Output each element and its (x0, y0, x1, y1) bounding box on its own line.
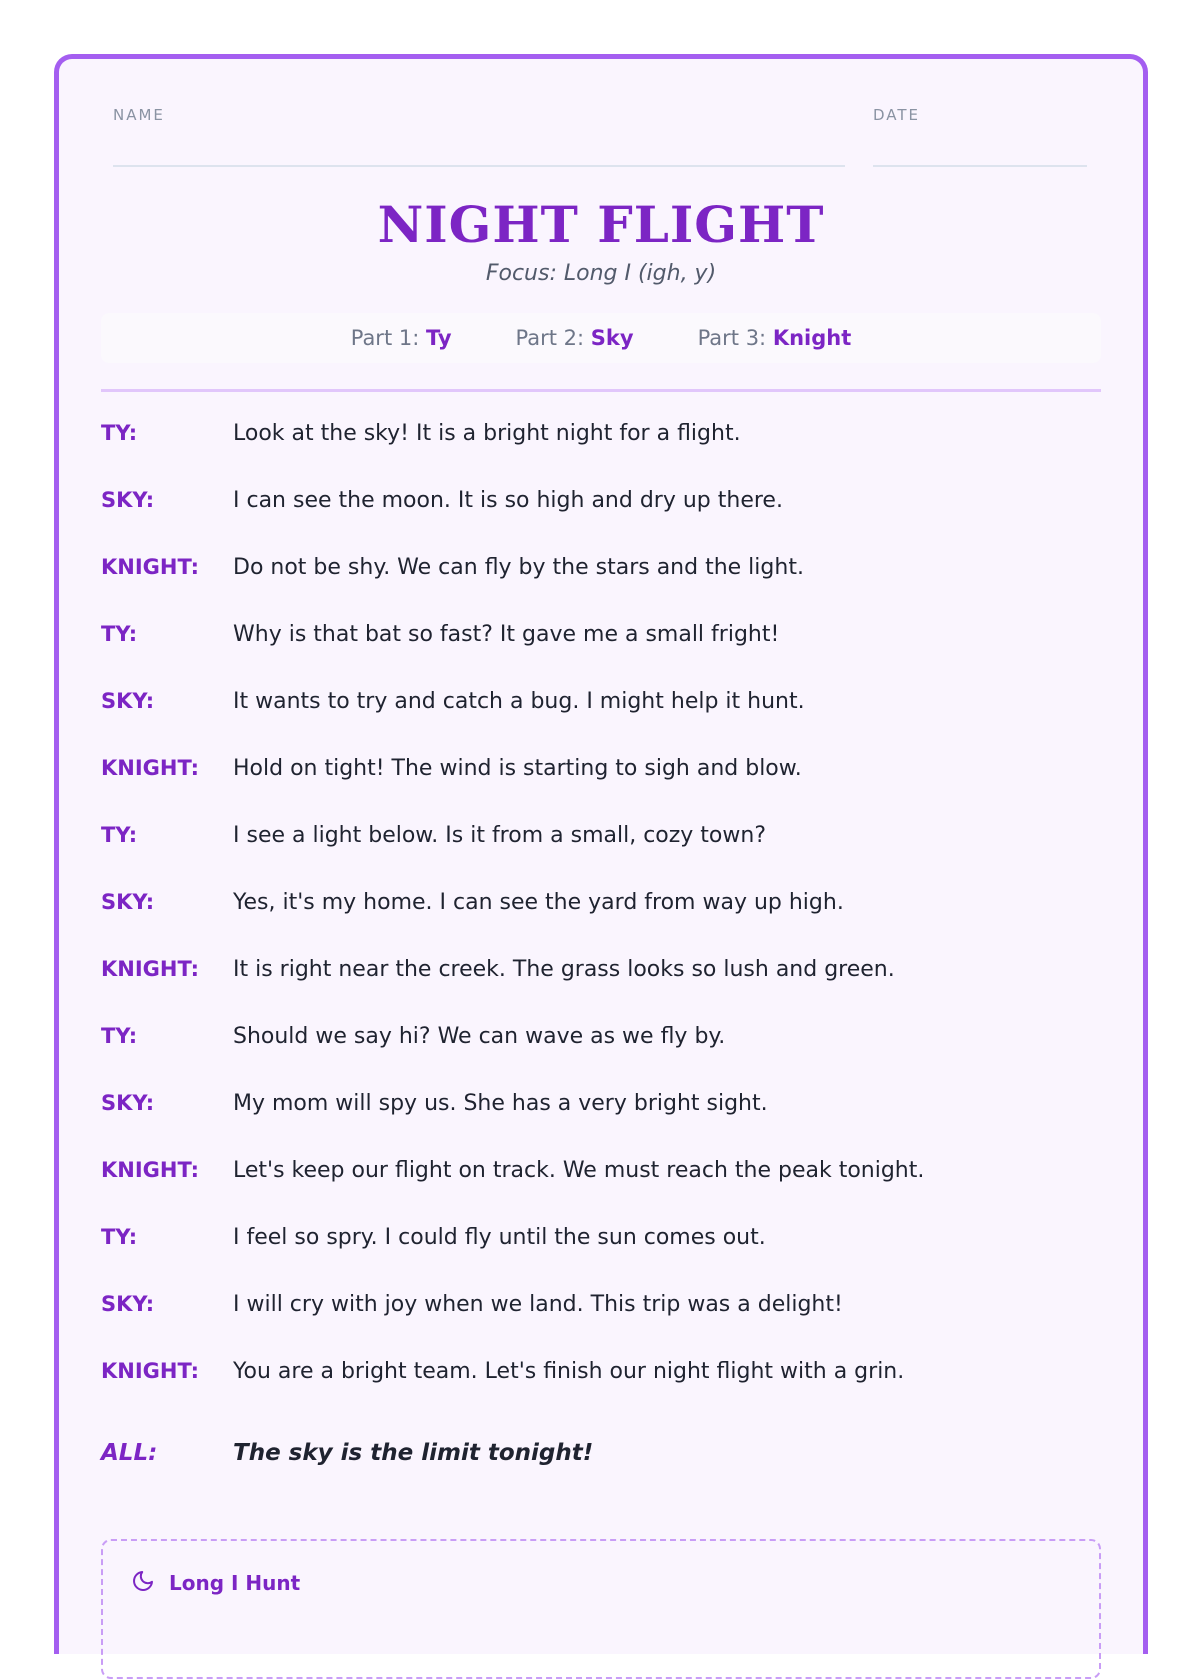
line-text: Why is that bat so fast? It gave me a small fright! (233, 622, 780, 647)
speaker-label: KNIGHT: (101, 555, 200, 579)
worksheet-card (54, 54, 1148, 1654)
speaker-label: SKY: (101, 689, 155, 713)
focus-subtitle: Focus: Long I (igh, y) (485, 261, 717, 286)
script-line (101, 421, 1101, 488)
long-i-hunt-box (101, 1539, 1101, 1679)
speaker-label: SKY: (101, 488, 155, 512)
speaker-label: SKY: (101, 1091, 155, 1115)
closing-line (101, 1440, 1101, 1507)
hunt-title: Long I Hunt (169, 1571, 301, 1595)
speaker-label: KNIGHT: (101, 1158, 200, 1182)
speaker-label: KNIGHT: (101, 957, 200, 981)
name-label: NAME (113, 106, 165, 124)
title-divider (101, 389, 1101, 392)
line-text: It is right near the creek. The grass looks so lush and green. (233, 957, 895, 982)
speaker-label: SKY: (101, 1292, 155, 1316)
script-line (101, 1225, 1101, 1292)
part-1 (351, 326, 452, 350)
script-line (101, 756, 1101, 823)
speaker-label: TY: (101, 823, 138, 847)
part-2 (516, 326, 634, 350)
speaker-label: KNIGHT: (101, 1359, 200, 1383)
line-text: You are a bright team. Let's finish our night flight with a grin. (233, 1359, 905, 1384)
line-text: I will cry with joy when we land. This trip was a delight! (233, 1292, 843, 1317)
line-text: It wants to try and catch a bug. I might help it hunt. (233, 689, 805, 714)
part-1-name: Ty (425, 326, 452, 350)
line-text: I see a light below. Is it from a small, cozy town? (233, 823, 767, 848)
closing-speaker: ALL: (101, 1440, 158, 1466)
closing-text: The sky is the limit tonight! (233, 1440, 594, 1466)
script-line (101, 1091, 1101, 1158)
script-line (101, 1024, 1101, 1091)
part-3-label: Part 3: (697, 326, 767, 350)
script-line (101, 1292, 1101, 1359)
script-line (101, 823, 1101, 890)
speaker-label: SKY: (101, 890, 155, 914)
parts-bar (101, 313, 1101, 363)
line-text: Yes, it's my home. I can see the yard from way up high. (233, 890, 844, 915)
script-lines (101, 421, 1101, 1507)
script-line (101, 1359, 1101, 1426)
date-field[interactable] (873, 105, 1087, 167)
line-text: I can see the moon. It is so high and dry up there. (233, 488, 783, 513)
speaker-label: TY: (101, 1024, 138, 1048)
line-text: Hold on tight! The wind is starting to sigh and blow. (233, 756, 802, 781)
script-line (101, 488, 1101, 555)
script-line (101, 689, 1101, 756)
part-2-name: Sky (590, 326, 634, 350)
part-3 (698, 326, 852, 350)
page-title: NIGHT FLIGHT (377, 195, 825, 254)
speaker-label: TY: (101, 622, 138, 646)
speaker-label: TY: (101, 421, 138, 445)
moon-icon (131, 1569, 155, 1597)
script-line (101, 957, 1101, 1024)
line-text: Do not be shy. We can fly by the stars and the light. (233, 555, 804, 580)
line-text: I feel so spry. I could fly until the sun comes out. (233, 1225, 766, 1250)
script-line (101, 1158, 1101, 1225)
line-text: Should we say hi? We can wave as we fly by. (233, 1024, 726, 1049)
line-text: Look at the sky! It is a bright night for a flight. (233, 421, 741, 446)
speaker-label: KNIGHT: (101, 756, 200, 780)
script-line (101, 890, 1101, 957)
header-fields (113, 105, 1093, 167)
script-line (101, 622, 1101, 689)
part-1-label: Part 1: (350, 326, 420, 350)
part-2-label: Part 2: (515, 326, 585, 350)
speaker-label: TY: (101, 1225, 138, 1249)
line-text: My mom will spy us. She has a very bright sight. (233, 1091, 768, 1116)
part-3-name: Knight (772, 326, 852, 350)
line-text: Let's keep our flight on track. We must reach the peak tonight. (233, 1158, 925, 1183)
hunt-header (131, 1569, 300, 1597)
script-line (101, 555, 1101, 622)
name-field[interactable] (113, 105, 845, 167)
date-label: DATE (873, 106, 921, 124)
